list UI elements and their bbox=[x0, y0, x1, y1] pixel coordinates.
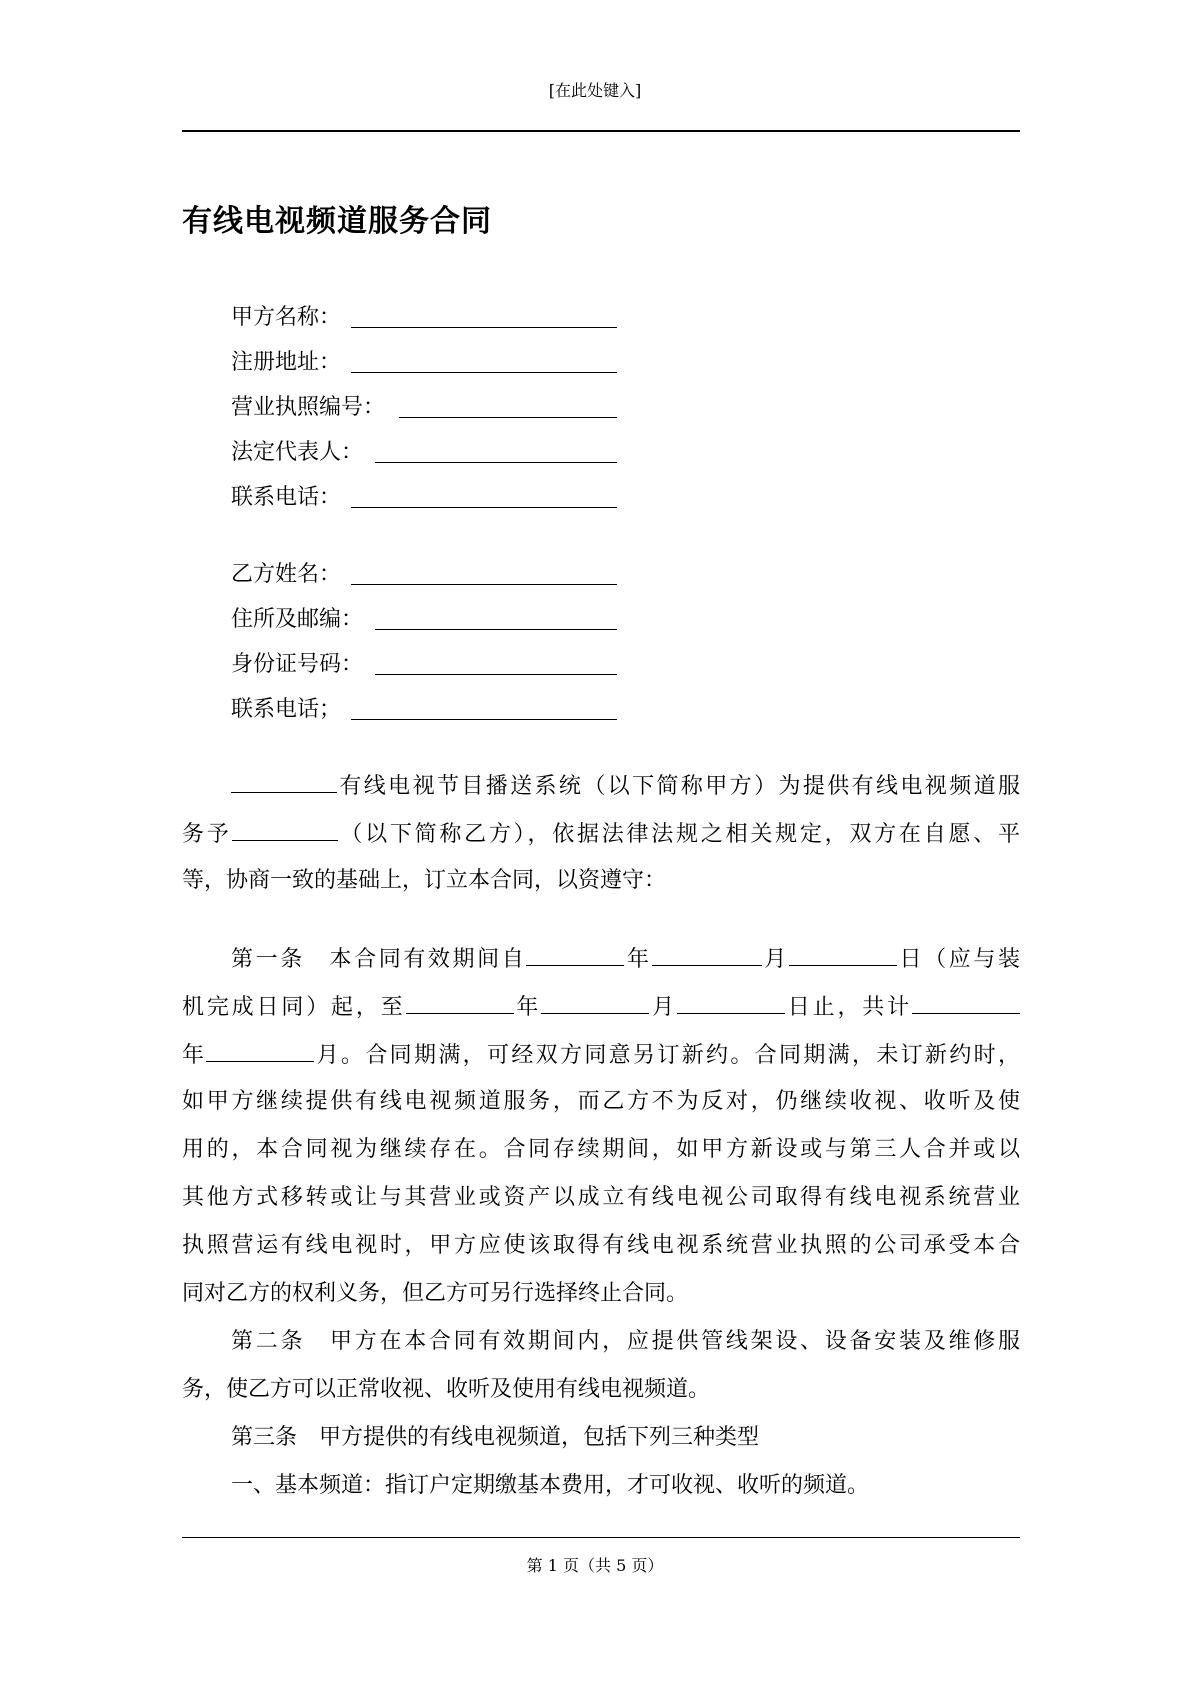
art1-text-3b: 月。合同期满，可经双方同意另订新约。合同期满，未订新约时， bbox=[314, 1043, 1020, 1068]
party-a-address-blank bbox=[351, 372, 617, 373]
art1-text-1a: 第一条 本合同有效期间自 bbox=[231, 947, 527, 972]
party-a-address-label: 注册地址： bbox=[231, 350, 342, 375]
art2-line-1: 第二条 甲方在本合同有效期间内，应提供管线架设、设备安装及维修服 bbox=[231, 1329, 1020, 1354]
intro-text-2b: （以下简称乙方），依据法律法规之相关规定，双方在自愿、平 bbox=[337, 822, 1020, 847]
intro-blank-2 bbox=[232, 818, 338, 841]
party-b-name-label: 乙方姓名： bbox=[231, 562, 342, 587]
party-a-name-blank bbox=[351, 327, 617, 328]
art1-text-2d: 日止，共计 bbox=[784, 995, 912, 1020]
party-b-id-blank bbox=[375, 674, 617, 675]
art1-blank-year-start bbox=[526, 943, 624, 966]
art1-line-7: 执照营运有线电视时，甲方应使该取得有线电视系统营业执照的公司承受本合 bbox=[182, 1233, 1020, 1258]
footer-divider bbox=[182, 1537, 1020, 1538]
art1-blank-month-end bbox=[541, 991, 649, 1014]
art1-text-2b: 年 bbox=[513, 995, 542, 1020]
art1-text-3a: 年 bbox=[182, 1043, 207, 1068]
party-a-legal-rep-blank bbox=[375, 462, 617, 463]
party-a-legal-rep-label: 法定代表人： bbox=[231, 440, 364, 465]
art1-blank-month-start bbox=[652, 943, 762, 966]
party-b-name-blank bbox=[351, 584, 617, 585]
party-a-phone-blank bbox=[351, 507, 617, 508]
art1-blank-total-years bbox=[912, 991, 1020, 1014]
art1-text-2c: 月 bbox=[649, 995, 677, 1020]
art1-line-5: 用的，本合同视为继续存在。合同存续期间，如甲方新设或与第三人合并或以 bbox=[182, 1137, 1020, 1162]
party-a-phone-label: 联系电话： bbox=[231, 485, 342, 510]
party-b-phone-blank bbox=[351, 719, 617, 720]
art1-blank-total-months bbox=[206, 1039, 314, 1062]
page-footer: 第 1 页（共 5 页） bbox=[526, 1556, 664, 1575]
art1-text-1c: 月 bbox=[761, 947, 789, 972]
art1-line-4: 如甲方继续提供有线电视频道服务，而乙方不为反对，仍继续收视、收听及使 bbox=[182, 1089, 1020, 1114]
document-title: 有线电视频道服务合同 bbox=[182, 204, 492, 239]
art2-line-2: 务，使乙方可以正常收视、收听及使用有线电视频道。 bbox=[182, 1377, 711, 1402]
page-header: [在此处键入] bbox=[548, 81, 642, 100]
intro-text-2a: 务予 bbox=[182, 822, 232, 847]
art1-line-8: 同对乙方的权利义务，但乙方可另行选择终止合同。 bbox=[182, 1281, 689, 1306]
party-b-id-label: 身份证号码： bbox=[231, 652, 364, 677]
art3-line-1: 第三条 甲方提供的有线电视频道，包括下列三种类型 bbox=[231, 1425, 760, 1450]
intro-blank-1 bbox=[231, 770, 337, 793]
header-divider bbox=[182, 130, 1020, 132]
art1-line-1 bbox=[231, 943, 1020, 975]
art1-line-2 bbox=[182, 991, 1020, 1023]
intro-text-1: 有线电视节目播送系统（以下简称甲方）为提供有线电视频道服 bbox=[337, 774, 1020, 799]
party-a-license-blank bbox=[399, 417, 617, 418]
party-b-phone-label: 联系电话； bbox=[231, 697, 342, 722]
intro-line-2 bbox=[182, 818, 1020, 850]
art1-blank-year-end bbox=[406, 991, 514, 1014]
art1-text-1b: 年 bbox=[624, 947, 652, 972]
art3-line-2: 一、基本频道：指订户定期缴基本费用，才可收视、收听的频道。 bbox=[231, 1473, 870, 1498]
art1-line-3 bbox=[182, 1039, 1020, 1071]
art1-blank-day-end bbox=[677, 991, 785, 1014]
party-b-address-blank bbox=[375, 629, 617, 630]
party-a-name-label: 甲方名称： bbox=[231, 305, 342, 330]
art1-text-2a: 机完成日同）起，至 bbox=[182, 995, 406, 1020]
art1-line-6: 其他方式移转或让与其营业或资产以成立有线电视公司取得有线电视系统营业 bbox=[182, 1185, 1020, 1210]
party-b-address-label: 住所及邮编： bbox=[231, 607, 364, 632]
intro-line-1 bbox=[231, 770, 1020, 802]
art1-text-1d: 日（应与装 bbox=[896, 947, 1020, 972]
intro-line-3: 等，协商一致的基础上，订立本合同，以资遵守： bbox=[182, 868, 667, 893]
party-a-license-label: 营业执照编号： bbox=[231, 395, 386, 420]
art1-blank-day-start bbox=[789, 943, 897, 966]
